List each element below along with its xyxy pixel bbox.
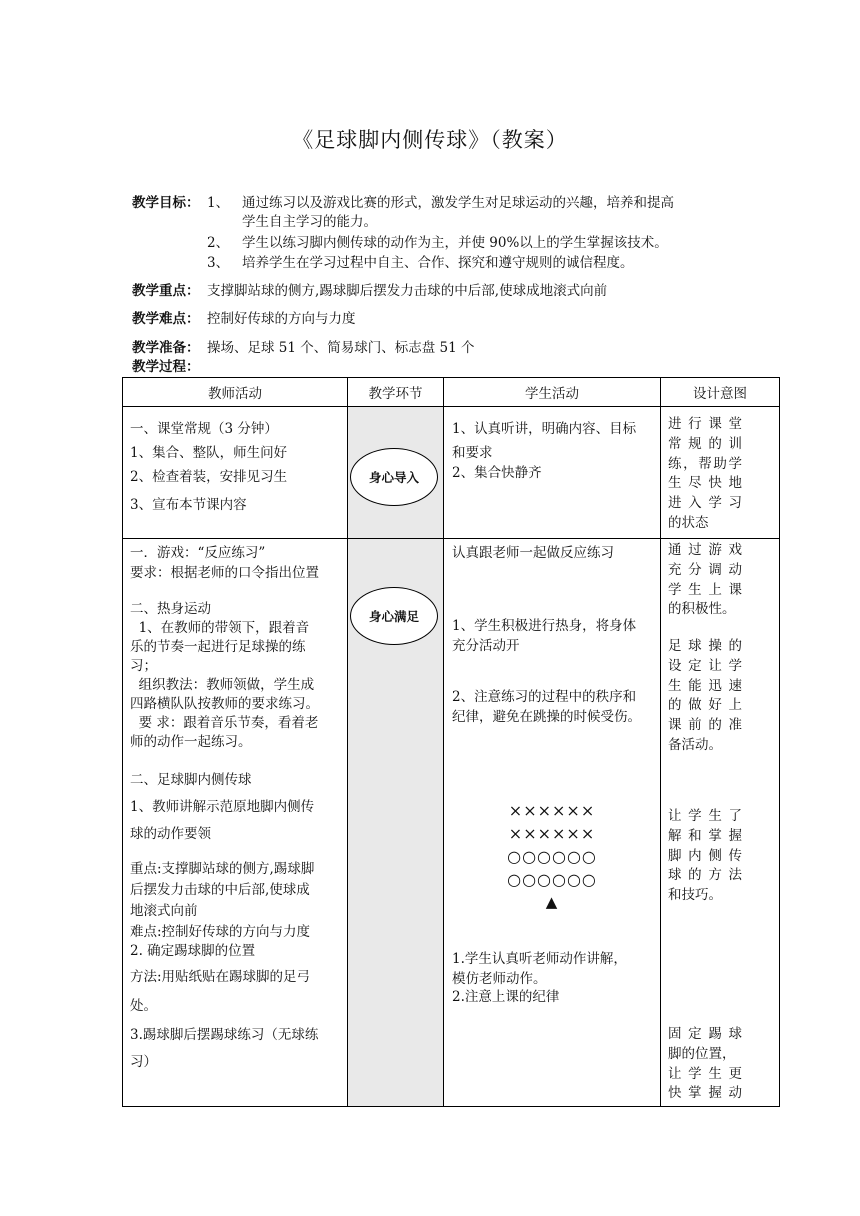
row2-student-line: 充分活动开 (452, 638, 520, 654)
preparation-text: 操场、足球 51 个、简易球门、标志盘 51 个 (207, 340, 475, 356)
row2-student-line: 2、注意练习的过程中的秩序和 (452, 689, 637, 705)
design-line: 备活动。 (668, 736, 722, 753)
key-point-text: 支撑脚站球的侧方,踢球脚后摆发力击球的中后部,使球成地滚式向前 (207, 283, 608, 299)
design-line: 解和掌握 (668, 827, 742, 844)
goal-1-line-1: 通过练习以及游戏比赛的形式，激发学生对足球运动的兴趣，培养和提高 (242, 195, 674, 211)
goal-1-line-2: 学生自主学习的能力。 (242, 214, 377, 230)
row2-teacher-line: 乐的节奏一起进行足球操的练 (130, 639, 306, 655)
teacher-triangle-icon: ▲ (545, 893, 559, 911)
row1-teacher-line: 1、集合、整队，师生问好 (130, 445, 288, 461)
goal-3-line-1: 培养学生在学习过程中自主、合作、探究和遵守规则的诚信程度。 (242, 255, 634, 271)
header-student-activity: 学生活动 (444, 378, 661, 407)
design-line: 的做好上 (668, 697, 742, 714)
formation-diagram (444, 799, 660, 914)
row2-teacher-line: 师的动作一起练习。 (130, 734, 252, 750)
goals-label: 教学目标： (132, 195, 200, 211)
row2-teacher-line: 习） (130, 1054, 157, 1070)
row2-step-cell (348, 539, 444, 1107)
design-line: 让学生更 (668, 1065, 742, 1082)
design-line: 足球操的 (668, 638, 742, 654)
header-design-intent: 设计意图 (661, 378, 780, 407)
row2-teacher-line: 地滚式向前 (130, 903, 198, 919)
row1-student-line: 2、集合快静齐 (452, 465, 542, 481)
design-line: 进入学习 (668, 495, 742, 512)
design-line: 常规的训 (668, 435, 742, 452)
design-line: 固定踢球 (668, 1026, 742, 1042)
design-line: 生能迅速 (668, 677, 742, 694)
row2-teacher-line: 球的动作要领 (130, 826, 211, 842)
table-row (123, 539, 780, 1107)
formation-row-cross: ×××××× (508, 801, 596, 820)
design-line: 练，帮助学 (668, 455, 742, 472)
row2-teacher-line: 处。 (130, 998, 157, 1014)
row1-step-cell (348, 407, 444, 539)
row2-teacher-line: 后摆发力击球的中后部,使球成 (130, 882, 310, 898)
step-oval-satisfaction: 身心满足 (350, 587, 438, 645)
row1-student-line: 1、认真听讲，明确内容、目标 (452, 421, 637, 437)
design-line: 脚的位置， (668, 1045, 736, 1062)
design-line: 脚内侧传 (668, 847, 742, 864)
row1-teacher-line: 一、课堂常规（3 分钟） (130, 421, 278, 437)
row1-teacher-line: 2、检查着装，安排见习生 (130, 469, 288, 485)
row2-student-line: 2.注意上课的纪律 (452, 989, 560, 1005)
design-line: 设定让学 (668, 657, 742, 674)
row2-student-line: 模仿老师动作。 (452, 971, 547, 987)
table-header-row (123, 378, 780, 407)
row2-student-line: 1、学生积极进行热身，将身体 (452, 618, 637, 634)
row1-design-cell (661, 407, 780, 539)
row2-teacher-line: 重点:支撑脚站球的侧方,踢球脚 (130, 861, 315, 877)
row2-student-cell (444, 539, 661, 1107)
row1-student-line: 和要求 (452, 445, 493, 461)
page-title: 《足球脚内侧传球》（教案） (292, 128, 568, 152)
row1-student-cell (444, 407, 661, 539)
formation-row-circle: ○○○○○○ (507, 870, 597, 889)
design-line: 让学生了 (668, 808, 742, 824)
formation-row-circle: ○○○○○○ (507, 847, 597, 866)
row2-design-text-d (668, 1025, 742, 1104)
row2-teacher-line: 1、在教师的带领下，跟着音 (130, 620, 310, 636)
formation-row-cross: ×××××× (508, 824, 596, 843)
row2-teacher-line: 方法:用贴纸贴在踢球脚的足弓 (130, 969, 311, 985)
design-line: 的状态 (668, 514, 709, 531)
design-line: 通过游戏 (668, 542, 742, 558)
row2-design-text-b (668, 637, 742, 756)
goal-3-num: 3、 (207, 255, 230, 271)
design-line: 进行课堂 (668, 416, 742, 432)
row2-teacher-line: 1、教师讲解示范原地脚内侧传 (130, 799, 315, 815)
row2-teacher-line: 2. 确定踢球脚的位置 (130, 943, 256, 959)
row1-design-text (668, 415, 742, 534)
row2-teacher-line: 二、热身运动 (130, 601, 211, 617)
difficulty-label: 教学难点： (132, 311, 200, 327)
goal-1-num: 1、 (207, 195, 230, 211)
design-line: 课前的准 (668, 717, 742, 734)
row2-teacher-cell (123, 539, 348, 1107)
row2-student-line: 1.学生认真听老师动作讲解， (452, 951, 627, 967)
table-row (123, 407, 780, 539)
row2-teacher-line: 组织教法：教师领做，学生成 (130, 677, 315, 693)
row2-design-text-c (668, 807, 742, 906)
row1-teacher-cell (123, 407, 348, 539)
design-line: 球的方法 (668, 867, 742, 884)
design-line: 充分调动 (668, 561, 742, 578)
design-line: 的积极性。 (668, 601, 736, 618)
row2-design-text-a (668, 541, 742, 620)
difficulty-text: 控制好传球的方向与力度 (207, 311, 356, 327)
row2-teacher-line: 要 求：跟着音乐节奏，看着老 (130, 715, 319, 731)
row2-teacher-line: 难点:控制好传球的方向与力度 (130, 924, 311, 940)
row2-student-line: 认真跟老师一起做反应练习 (452, 545, 614, 561)
row1-teacher-line: 3、宣布本节课内容 (130, 497, 247, 513)
design-line: 生尽快地 (668, 475, 742, 492)
header-teaching-step: 教学环节 (348, 378, 444, 407)
design-line: 快掌握动 (668, 1085, 742, 1102)
process-label: 教学过程： (132, 359, 200, 375)
row2-design-cell (661, 539, 780, 1107)
lesson-table (122, 377, 780, 1107)
design-line: 学生上课 (668, 581, 742, 598)
row2-teacher-line: 要求：根据老师的口令指出位置 (130, 565, 319, 581)
row2-teacher-line: 3.踢球脚后摆踢球练习（无球练 (130, 1027, 319, 1043)
step-oval-warmup-intro: 身心导入 (350, 448, 438, 506)
goal-2-line-1: 学生以练习脚内侧传球的动作为主，并使 90%以上的学生掌握该技术。 (242, 235, 668, 251)
preparation-label: 教学准备： (132, 340, 200, 356)
design-line: 和技巧。 (668, 887, 722, 904)
row2-teacher-line: 二、足球脚内侧传球 (130, 772, 252, 788)
row2-teacher-line: 习； (130, 658, 157, 674)
row2-teacher-line: 四路横队队按教师的要求练习。 (130, 696, 319, 712)
header-teacher-activity: 教师活动 (123, 378, 348, 407)
goal-2-num: 2、 (207, 235, 230, 251)
key-point-label: 教学重点： (132, 283, 200, 299)
row2-teacher-line: 一．游戏：“反应练习” (130, 545, 266, 561)
row2-student-line: 纪律，避免在跳操的时候受伤。 (452, 709, 641, 725)
